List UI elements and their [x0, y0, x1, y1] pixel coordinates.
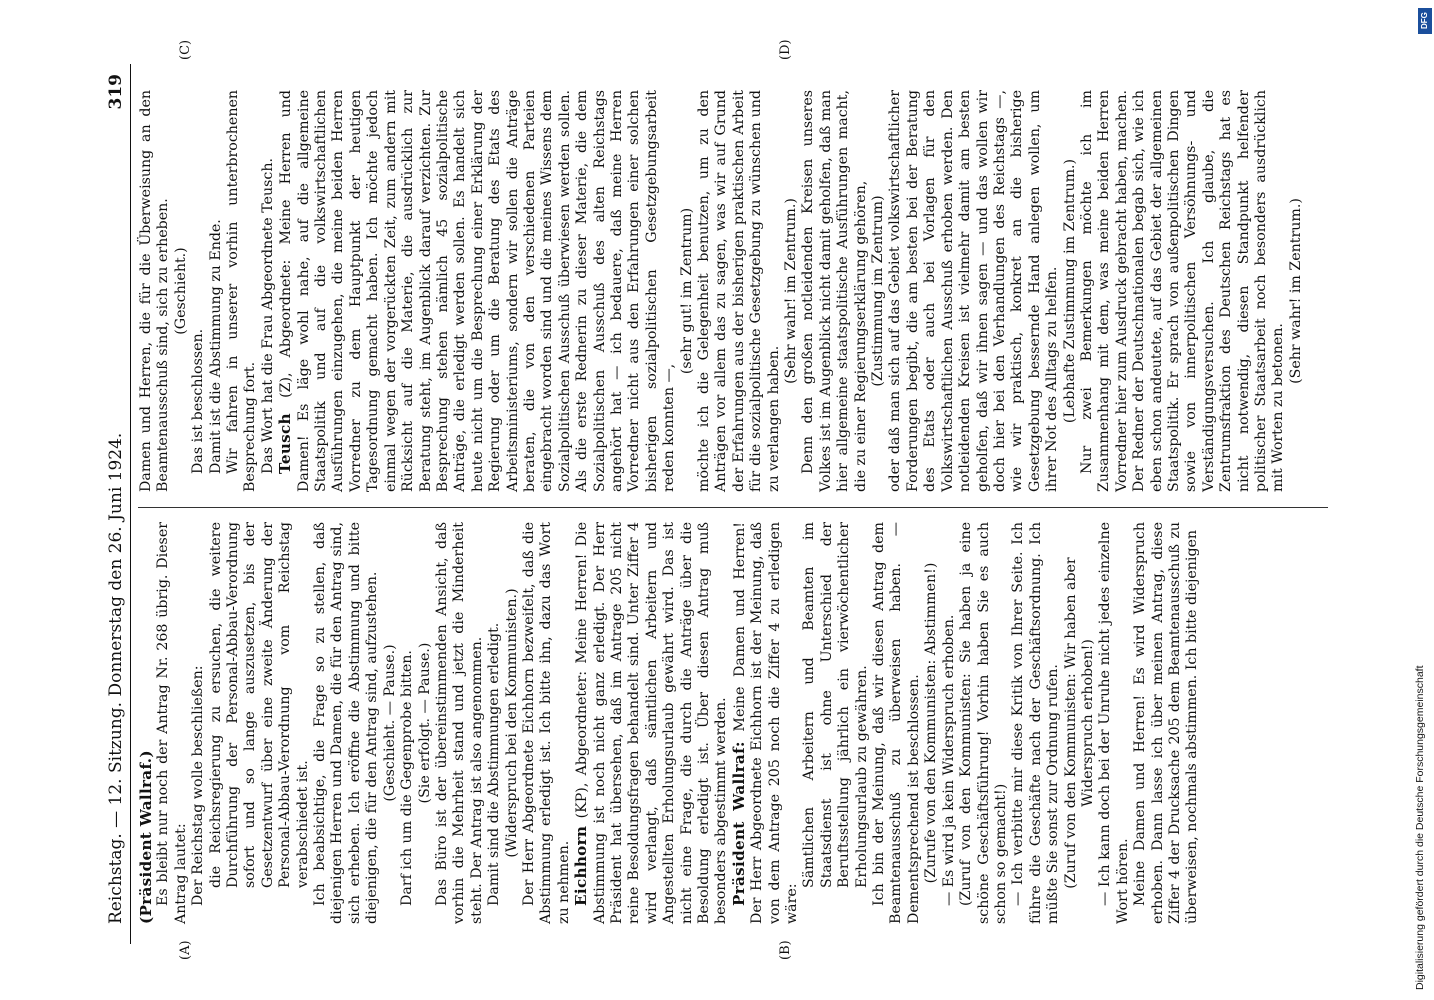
- motion-text: die Reichsregierung zu ersuchen, die weitere Durchführung der Personal-Abbau-Verordnung sofort und so lange auszusetzen, bis der Gesetzentwurf über eine zweite Änderung der Personal-Abbau-Verordnung vom Reichstag verabschiedet ist.: [207, 522, 311, 888]
- stage-direction: (Sehr wahr! im Zentrum.): [1287, 198, 1304, 384]
- paragraph: Darf ich um die Gegenprobe bitten.: [399, 650, 416, 906]
- speaker-name: Eichhorn: [572, 825, 591, 906]
- paragraph: Ich beabsichtige, die Frage so zu stellen, daß diejenigen Herren und Damen, die für den Antrag sind, sich erheben. Ich eröffne die Abstimmung und bitte diejenigen, die für den Antrag sind, aufzustehen.: [312, 522, 381, 924]
- speaker-heading: (Präsident Wallraf.): [137, 750, 155, 924]
- stage-direction: (Lebhafte Zustimmung im Zentrum.): [1061, 158, 1078, 424]
- stage-direction: (sehr gut! im Zentrum): [678, 207, 695, 375]
- margin-mark-a: (A): [178, 940, 193, 960]
- stage-direction: (Geschieht. — Pause.): [381, 644, 398, 802]
- stage-direction: (Sehr wahr! im Zentrum.): [783, 198, 800, 384]
- document-page: [100, 39, 1340, 960]
- stage-direction: (Sie erfolgt. — Pause.): [416, 642, 433, 804]
- paragraph: Der Herr Abgeordnete Eichhorn bezweifelt, daß die Abstimmung erledigt ist. Ich bitte ihn, dazu das Wort zu nehmen.: [520, 522, 572, 924]
- paragraph: Es bleibt nur noch der Antrag Nr. 268 übrig. Dieser Antrag lautet:: [155, 522, 189, 924]
- paragraph: Nur zwei Bemerkungen möchte ich im Zusammenhang mit dem, was meine beiden Herren Vorredner hier zum Ausdruck gebracht haben, machen. Der Redner der Deutschnationalen begab sich, wie ich eben schon andeutete, auf das Gebiet der allgemeinen Staatspolitik. Er sprach von außenpolitischen Dingen sowie von innerpolitischen Versöhnungs- und Verständigungsversuchen. Ich glaube, die Zentrumsfraktion des Deutschen Reichstags hat es nicht notwendig, diesen Standpunkt helfender politischer Staatsarbeit noch besonders ausdrücklich mit Worten zu betonen.: [1078, 90, 1287, 492]
- column-right: [138, 90, 1328, 492]
- speech-paragraph: [731, 522, 802, 924]
- speech-paragraph: [573, 522, 731, 924]
- paragraph: Das Büro ist der übereinstimmenden Ansicht, daß vorhin die Mehrheit stand und jetzt die Minderheit steht. Der Antrag ist also angenommen.: [433, 522, 485, 924]
- dfg-logo: DFG: [1418, 8, 1432, 34]
- speaker-name: Teusch: [276, 413, 295, 474]
- paragraph: Damit ist die Abstimmung zu Ende.: [207, 219, 224, 474]
- paragraph: Das Wort hat die Frau Abgeordnete Teusch.: [259, 158, 276, 474]
- speech-text: (KP), Abgeordneter: Meine Herren! Die Abstimmung ist noch nicht ganz erledigt. Der Herr Präsident hat übersehen, daß im Antrage 205 nicht reine Besoldungsfragen behandelt sind. Unter Ziffer 4 wird verlangt, daß sämtlichen Arbeitern und Angestellten Erholungsurlaub gewährt wird. Das ist nicht eine Frage, die durch die Anträge über die Besoldung erledigt ist. Über diesen Antrag muß besonders abgestimmt werden.: [574, 522, 730, 924]
- paragraph: Das ist beschlossen.: [190, 328, 207, 474]
- paragraph: — Es wird ja kein Widerspruch erhoben.: [940, 614, 957, 906]
- paragraph: Meine Damen und Herren! Es wird Widerspruch erhoben. Dann lasse ich über meinen Antrag, diese Ziffer 4 der Drucksache 205 dem Beamtenausschuß zu überweisen, nochmals abstimmen. Ich bitte diejenigen: [1132, 522, 1201, 924]
- quoted-text: Sämtlichen Arbeitern und Beamten im Staatsdienst ist ohne Unterschied der Beruftsstellung jährlich ein vierwöchentlicher Erholungsurlaub zu gewähren.: [801, 522, 870, 888]
- stage-direction: (Zustimmung im Zentrum): [870, 195, 887, 387]
- stage-direction: (Zuruf von den Kommunisten: Sie haben ja eine schöne Geschäftsführung! Vorhin haben Sie es auch schon so gemacht!): [958, 522, 1009, 924]
- running-head: Reichstag. — 12. Sitzung. Donnerstag den 26. Juni 1924.: [106, 432, 126, 924]
- margin-mark-b: (B): [778, 940, 793, 960]
- column-divider: [138, 507, 1328, 508]
- stage-direction: (Zuruf von den Kommunisten: Wir haben aber Widerspruch erhoben!): [1062, 557, 1096, 889]
- stage-direction: (Widerspruch bei den Kommunisten.): [503, 588, 520, 858]
- digitization-note: [1414, 10, 1434, 990]
- paragraph: möchte ich die Gelegenheit benutzen, um zu den Anträgen vor allem das zu sagen, was wir auf Grund der Erfahrungen aus der bisherigen praktischen Arbeit für die sozialpolitische Gesetzgebung zu wünschen und zu verlangen haben.: [696, 90, 782, 492]
- paragraph: Denn den großen notleidenden Kreisen unseres Volkes ist im Augenblick nicht damit geholfen, daß man hier allgemeine staatspolitische Ausführungen macht, die zu einer Regierungserklärung gehören,: [800, 90, 869, 492]
- paragraph: Damit sind die Abstimmungen erledigt.: [486, 622, 503, 906]
- speech-text: Meine Damen und Herren! Der Herr Abgeordnete Eichhorn ist der Meinung, daß von dem Antrage 205 noch die Ziffer 4 zu erledigen wäre:: [731, 522, 801, 924]
- paragraph: Der Reichstag wolle beschließen:: [190, 665, 207, 906]
- paragraph: Damen und Herren, die für die Überweisung an den Beamtenausschuß sind, sich zu erheben.: [138, 90, 172, 492]
- stage-direction: (Zurufe von den Kommunisten: Abstimmen!): [923, 562, 940, 884]
- digitization-note-text: Digitalisierung gefördert durch die Deutsche Forschungsgemeinschaft: [1414, 665, 1426, 990]
- stage-direction: (Geschieht.): [172, 247, 189, 335]
- paragraph: oder daß man sich auf das Gebiet volkswirtschaftlicher Forderungen begibt, die am besten bei der Beratung des Etats oder auch bei Vorlagen für den Volkswirtschaftlichen Ausschuß erhoben werden. Den notleidenden Kreisen ist vielmehr damit am besten geholfen, daß wir ihnen sagen — und das wollen wir doch hier bei den Verhandlungen des Reichstags —, wie wir praktisch, konkret an die bisherige Gesetzgebung bessernde Hand anlegen wollen, um ihrer Not des Alltags zu helfen.: [887, 90, 1061, 492]
- speaker-name: Präsident Wallraf:: [729, 741, 748, 906]
- page-number: 319: [106, 74, 126, 110]
- paragraph: Ich bin der Meinung, daß wir diesen Antrag dem Beamtenausschuß zu überweisen haben. — Dementsprechend ist beschlossen.: [871, 522, 922, 924]
- paragraph: Wir fahren in unserer vorhin unterbrochenen Besprechung fort.: [225, 90, 259, 492]
- text-columns: [137, 39, 1338, 960]
- paragraph: — Ich verbitte mir diese Kritik von Ihrer Seite. Ich führe die Geschäfte nach der Geschäftsordnung. Ich müßte Sie sonst zur Ordnung rufen.: [1010, 522, 1062, 924]
- page-header: [100, 64, 131, 944]
- speech-paragraph: [277, 90, 678, 492]
- speech-text: (Z), Abgeordnete: Meine Herren und Damen! Es läge wohl nahe, auf die allgemeine Staatspolitik und auf die volkswirtschaftlichen Ausführungen einzugehen, die meine beiden Herren Vorredner zu dem Hauptpunkt der heutigen Tagesordnung gemacht haben. Ich möchte jedoch einmal wegen der vorgerückten Zeit, zum andern mit Rücksicht auf die Materie, die ausdrücklich zur Beratung steht, im Augenblick darauf verzichten. Zur Besprechung stehen nämlich 45 sozialpolitische Anträge, die erledigt werden sollen. Es handelt sich heute nicht um die Besprechung einer Erklärung der Regierung oder um die Beratung des Etats des Arbeitsministeriums, sondern wir sollen die Anträge beraten, die von den verschiedenen Parteien eingebracht worden sind und die meines Wissens dem Sozialpolitischen Ausschuß überwiesen werden sollen. Als die erste Rednerin zu dieser Materie, die dem Sozialpolitischen Ausschuß des alten Reichstags angehört hat — ich bedauere, daß meine Herren Vorredner nicht aus den Erfahrungen einer solchen bisherigen sozialpolitischen Gesetzgebungsarbeit reden konnten —,: [278, 90, 678, 492]
- paragraph: — Ich kann doch bei der Unruhe nicht jedes einzelne Wort hören.: [1097, 522, 1131, 924]
- column-left: [138, 522, 1328, 924]
- margin-mark-c: (C): [178, 39, 193, 60]
- margin-mark-d: (D): [778, 39, 793, 60]
